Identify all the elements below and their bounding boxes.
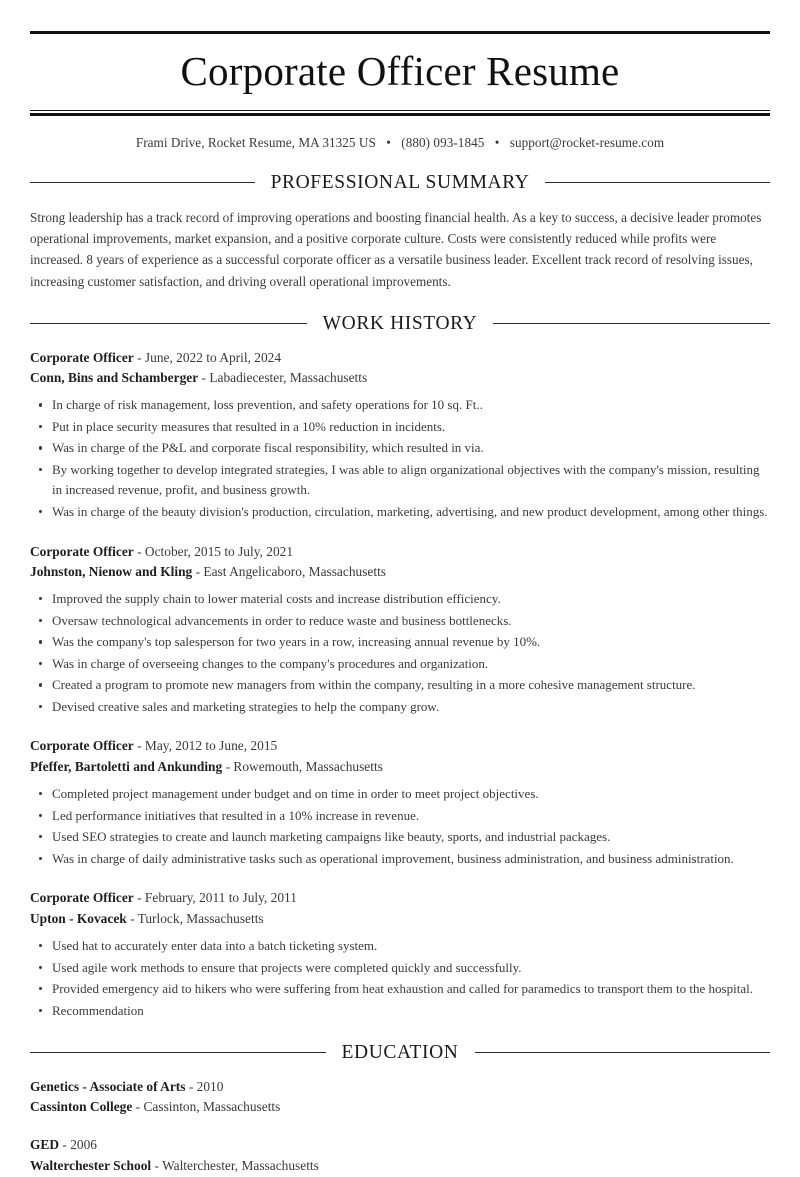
education-degree: GED bbox=[30, 1137, 60, 1153]
section-rule-left bbox=[30, 182, 255, 183]
education-year: 2010 bbox=[196, 1078, 224, 1094]
education-degree: Genetics - Associate of Arts bbox=[30, 1078, 186, 1094]
job-dash: - bbox=[137, 349, 142, 365]
job-bullet: Provided emergency aid to hikers who were suffering from heat exhaustion and called for paramedics to transport them to the hospital. bbox=[30, 979, 770, 1000]
job-company: Pfeffer, Bartoletti and Ankunding bbox=[30, 758, 223, 774]
education-degree-line bbox=[30, 1077, 770, 1098]
job-title: Corporate Officer bbox=[30, 738, 134, 754]
job-bullet: Used agile work methods to ensure that projects were completed quickly and successfully. bbox=[30, 958, 770, 979]
education-school: Walterchester School bbox=[30, 1158, 152, 1174]
job-company: Conn, Bins and Schamberger bbox=[30, 369, 199, 385]
education-school-line bbox=[30, 1156, 770, 1177]
education-entry bbox=[30, 1077, 770, 1119]
section-header-education bbox=[30, 1043, 770, 1063]
work-history-entry bbox=[30, 348, 770, 523]
job-company: Johnston, Nienow and Kling bbox=[30, 563, 193, 579]
job-title: Corporate Officer bbox=[30, 543, 134, 559]
education-school: Cassinton College bbox=[30, 1099, 133, 1115]
section-title: EDUCATION bbox=[341, 1042, 459, 1064]
job-dash: - bbox=[137, 738, 142, 754]
job-title-line bbox=[30, 736, 770, 756]
education-location: Walterchester, Massachusetts bbox=[162, 1158, 319, 1174]
job-dash: - bbox=[225, 758, 231, 774]
job-bullet: Used hat to accurately enter data into a batch ticketing system. bbox=[30, 936, 770, 957]
job-bullet-list bbox=[30, 589, 770, 717]
job-title: Corporate Officer bbox=[30, 349, 134, 365]
job-bullet: Was in charge of daily administrative tasks such as operational improvement, business administration, and business administration. bbox=[30, 849, 770, 870]
job-bullet: Put in place security measures that resulted in a 10% reduction in incidents. bbox=[30, 417, 770, 438]
job-location: Rowemouth, Massachusetts bbox=[233, 758, 383, 774]
job-bullet: Used SEO strategies to create and launch marketing campaigns like beauty, sports, and industrial packages. bbox=[30, 827, 770, 848]
job-bullet-list bbox=[30, 936, 770, 1021]
job-bullet-list bbox=[30, 784, 770, 869]
education-entry bbox=[30, 1135, 770, 1177]
education-dash: - bbox=[188, 1078, 194, 1094]
job-dash: - bbox=[137, 890, 142, 906]
job-bullet: Was in charge of the beauty division's production, circulation, marketing, advertising, and new product development, among other things. bbox=[30, 502, 770, 523]
contact-line bbox=[30, 135, 770, 151]
job-location: Labadiecester, Massachusetts bbox=[209, 369, 368, 385]
job-bullet: Recommendation bbox=[30, 1001, 770, 1022]
education-dash: - bbox=[62, 1137, 67, 1153]
job-company-line bbox=[30, 757, 770, 777]
job-dash: - bbox=[130, 910, 135, 926]
job-company-line bbox=[30, 562, 770, 582]
education-degree-line bbox=[30, 1135, 770, 1156]
job-dash: - bbox=[201, 369, 206, 385]
job-bullet: In charge of risk management, loss prevention, and safety operations for 10 sq. Ft.. bbox=[30, 395, 770, 416]
education-list bbox=[30, 1077, 770, 1177]
page-title: Corporate Officer Resume bbox=[180, 48, 620, 94]
job-bullet: Created a program to promote new managers from within the company, resulting in a more cohesive management structure. bbox=[30, 675, 770, 696]
contact-separator-2: • bbox=[494, 135, 500, 151]
job-title-line bbox=[30, 888, 770, 908]
contact-separator-1: • bbox=[386, 135, 391, 151]
section-rule-left bbox=[30, 1052, 326, 1053]
job-dash: - bbox=[195, 563, 201, 579]
job-bullet: Oversaw technological advancements in order to reduce waste and business bottlenecks. bbox=[30, 611, 770, 632]
education-location: Cassinton, Massachusetts bbox=[143, 1099, 281, 1115]
job-company-line bbox=[30, 909, 770, 929]
header-rule-top bbox=[30, 31, 770, 34]
contact-address: Frami Drive, Rocket Resume, MA 31325 US bbox=[135, 135, 376, 151]
job-dates: February, 2011 to July, 2011 bbox=[144, 890, 297, 906]
job-bullet-list bbox=[30, 395, 770, 522]
section-title: PROFESSIONAL SUMMARY bbox=[270, 172, 530, 194]
work-history-entry bbox=[30, 542, 770, 718]
resume-page bbox=[0, 31, 800, 1174]
education-dash: - bbox=[154, 1158, 159, 1174]
job-bullet: Devised creative sales and marketing strategies to help the company grow. bbox=[30, 697, 770, 718]
section-header-professional-summary bbox=[30, 173, 770, 193]
section-rule-right bbox=[493, 323, 770, 324]
job-company: Upton - Kovacek bbox=[30, 910, 127, 926]
education-school-line bbox=[30, 1097, 770, 1118]
section-rule-right bbox=[475, 1052, 771, 1053]
professional-summary-text: Strong leadership has a track record of improving operations and boosting financial health. As a key to success, a decisive leader promotes operational improvements, market expansion, and a positive corporate culture. Costs were consistently reduced while profits were increased. 8 years of experience as a successful corporate officer as a versatile business leader. Excellent track record of resolving issues, increasing customer satisfaction, and driving overall operational improvements. bbox=[30, 209, 762, 289]
job-bullet: Was in charge of the P&L and corporate fiscal responsibility, which resulted in via. bbox=[30, 438, 770, 459]
education-year: 2006 bbox=[70, 1137, 97, 1153]
contact-phone[interactable]: (880) 093-1845 bbox=[401, 135, 485, 151]
section-header-work-history bbox=[30, 314, 770, 334]
section-rule-right bbox=[545, 182, 770, 183]
job-title-line bbox=[30, 542, 770, 562]
job-bullet: Led performance initiatives that resulted in a 10% increase in revenue. bbox=[30, 806, 770, 827]
work-history-list bbox=[30, 348, 770, 1022]
job-location: East Angelicaboro, Massachusetts bbox=[203, 563, 387, 579]
contact-email[interactable]: support@rocket-resume.com bbox=[509, 135, 665, 151]
job-title-line bbox=[30, 348, 770, 368]
job-company-line bbox=[30, 368, 770, 388]
job-dates: June, 2022 to April, 2024 bbox=[144, 349, 282, 365]
job-dates: May, 2012 to June, 2015 bbox=[144, 738, 278, 754]
job-bullet: Completed project management under budget and on time in order to meet project objectives. bbox=[30, 784, 770, 805]
work-history-entry bbox=[30, 736, 770, 869]
resume-header bbox=[30, 31, 770, 151]
job-bullet: Was the company's top salesperson for two years in a row, increasing annual revenue by 10%. bbox=[30, 632, 770, 653]
work-history-entry bbox=[30, 888, 770, 1021]
section-rule-left bbox=[30, 323, 307, 324]
job-bullet: Was in charge of overseeing changes to the company's procedures and organization. bbox=[30, 654, 770, 675]
job-title: Corporate Officer bbox=[30, 890, 134, 906]
job-bullet: By working together to develop integrated strategies, I was able to align organizational objectives with the company's mission, resulting in increased revenue, profit, and business growth. bbox=[30, 460, 770, 501]
header-rule-bottom bbox=[30, 110, 770, 116]
job-bullet: Improved the supply chain to lower material costs and increase distribution efficiency. bbox=[30, 589, 770, 610]
job-dates: October, 2015 to July, 2021 bbox=[144, 543, 294, 559]
job-location: Turlock, Massachusetts bbox=[137, 910, 264, 926]
section-title: WORK HISTORY bbox=[322, 313, 478, 335]
job-dash: - bbox=[137, 543, 142, 559]
education-dash: - bbox=[135, 1099, 141, 1115]
